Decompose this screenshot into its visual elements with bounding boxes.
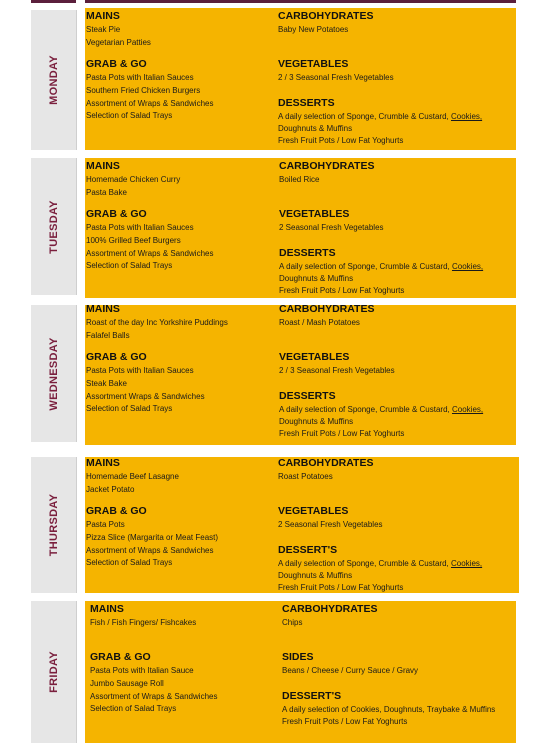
desserts-text: A daily selection of Sponge, Crumble & Custard,: [279, 405, 452, 414]
day-label: FRIDAY: [47, 651, 60, 693]
grab-and-go-heading: GRAB & GO: [86, 505, 147, 517]
desserts-item: Fresh Fruit Pots / Low Fat Yoghurts: [282, 717, 408, 726]
carbohydrates-heading: CARBOHYDRATES: [278, 10, 374, 22]
desserts-item: Doughnuts & Muffins: [278, 571, 353, 580]
mains-heading: MAINS: [86, 160, 120, 172]
day-tab-thursday: [31, 457, 77, 593]
day-label: WEDNESDAY: [47, 336, 60, 411]
desserts-text: A daily selection of Sponge, Crumble & Custard,: [279, 262, 452, 271]
desserts-text: A daily selection of Sponge, Crumble & Custard,: [278, 112, 451, 121]
vegetables-heading: VEGETABLES: [278, 58, 349, 70]
mains-item: Homemade Chicken Curry: [86, 175, 181, 184]
desserts-underlined: Cookies,: [450, 559, 483, 568]
mains-item: Fish / Fish Fingers/ Fishcakes: [90, 618, 197, 627]
desserts-heading: DESSERTS: [278, 97, 335, 109]
desserts-item: Doughnuts & Muffins: [278, 124, 353, 133]
carbohydrates-heading: CARBOHYDRATES: [282, 603, 378, 615]
grab-and-go-heading: GRAB & GO: [86, 351, 147, 363]
vegetables-item: 2 / 3 Seasonal Fresh Vegetables: [279, 366, 395, 375]
grab-and-go-item: Pasta Pots: [86, 520, 125, 529]
grab-and-go-heading: GRAB & GO: [86, 58, 147, 70]
mains-item: Homemade Beef Lasagne: [86, 472, 179, 481]
desserts-underlined: Cookies,: [450, 112, 483, 121]
carbohydrates-heading: CARBOHYDRATES: [278, 457, 374, 469]
desserts-item: Doughnuts & Muffins: [279, 274, 354, 283]
vegetables-item: 2 Seasonal Fresh Vegetables: [279, 223, 384, 232]
vegetables-heading: VEGETABLES: [279, 351, 350, 363]
grab-and-go-item: Pasta Pots with Italian Sauces: [86, 366, 194, 375]
grab-and-go-item: Assortment Wraps & Sandwiches: [86, 391, 205, 401]
desserts-item: Fresh Fruit Pots / Low Fat Yoghurts: [279, 285, 405, 295]
grab-and-go-heading: GRAB & GO: [86, 208, 147, 220]
desserts-line: [278, 559, 482, 568]
day-label: THURSDAY: [47, 493, 60, 557]
desserts-text: A daily selection of Sponge, Crumble & Custard,: [278, 559, 451, 568]
desserts-line: [282, 705, 495, 714]
grab-and-go-item: Pasta Pots with Italian Sauces: [86, 223, 194, 232]
vegetables-item: 2 Seasonal Fresh Vegetables: [278, 520, 383, 529]
day-label: TUESDAY: [47, 199, 60, 254]
grab-and-go-item: Pizza Slice (Margarita or Meat Feast): [86, 532, 219, 542]
day-label: MONDAY: [47, 55, 60, 105]
grab-and-go-item: Steak Bake: [86, 378, 127, 388]
carbohydrates-item: Baby New Potatoes: [278, 25, 349, 34]
grab-and-go-item: Selection of Salad Trays: [86, 558, 173, 568]
grab-and-go-item: Assortment of Wraps & Sandwiches: [86, 545, 214, 555]
desserts-item: Fresh Fruit Pots / Low Fat Yoghurts: [278, 582, 404, 592]
day-tab-tuesday: [31, 158, 77, 295]
mains-heading: MAINS: [90, 603, 124, 615]
grab-and-go-item: Pasta Pots with Italian Sauces: [86, 73, 194, 82]
grab-and-go-heading: GRAB & GO: [90, 651, 151, 663]
desserts-underlined: Cookies,: [451, 262, 484, 271]
grab-and-go-item: Selection of Salad Trays: [90, 704, 177, 714]
vegetables-heading: VEGETABLES: [279, 208, 350, 220]
top-rule-left: [31, 0, 76, 3]
desserts-item: Fresh Fruit Pots / Low Fat Yoghurts: [278, 135, 404, 145]
mains-item: Roast of the day Inc Yorkshire Puddings: [86, 318, 228, 327]
grab-and-go-item: Jumbo Sausage Roll: [90, 678, 164, 688]
grab-and-go-item: Pasta Pots with Italian Sauce: [90, 666, 194, 675]
desserts-underlined: Cookies,: [451, 405, 484, 414]
grab-and-go-item: Southern Fried Chicken Burgers: [86, 85, 201, 95]
vegetables-heading: SIDES: [282, 651, 314, 663]
grab-and-go-item: Assortment of Wraps & Sandwiches: [86, 98, 214, 108]
mains-item: Jacket Potato: [86, 484, 135, 494]
grab-and-go-item: 100% Grilled Beef Burgers: [86, 235, 181, 245]
vegetables-item: 2 / 3 Seasonal Fresh Vegetables: [278, 73, 394, 82]
grab-and-go-item: Selection of Salad Trays: [86, 404, 173, 414]
day-tab-friday: [31, 601, 77, 743]
grab-and-go-item: Selection of Salad Trays: [86, 111, 173, 121]
carbohydrates-heading: CARBOHYDRATES: [279, 160, 375, 172]
desserts-heading: DESSERTS: [279, 247, 336, 259]
desserts-heading: DESSERTS: [279, 390, 336, 402]
carbohydrates-item: Chips: [282, 618, 303, 627]
desserts-heading: DESSERT'S: [282, 690, 342, 702]
mains-heading: MAINS: [86, 457, 120, 469]
desserts-text: A daily selection of Cookies, Doughnuts, Traybake & Muffins: [282, 705, 496, 714]
grab-and-go-item: Selection of Salad Trays: [86, 261, 173, 271]
carbohydrates-heading: CARBOHYDRATES: [279, 303, 375, 315]
desserts-heading: DESSERT'S: [278, 544, 338, 556]
carbohydrates-item: Boiled Rice: [279, 175, 320, 184]
desserts-line: [279, 262, 483, 271]
day-tab-monday: [31, 10, 77, 150]
mains-item: Vegetarian Patties: [86, 37, 151, 47]
mains-item: Pasta Bake: [86, 187, 127, 197]
desserts-line: [279, 405, 483, 414]
carbohydrates-item: Roast Potatoes: [278, 472, 333, 481]
grab-and-go-item: Assortment of Wraps & Sandwiches: [90, 691, 218, 701]
vegetables-heading: VEGETABLES: [278, 505, 349, 517]
vegetables-item: Beans / Cheese / Curry Sauce / Gravy: [282, 666, 419, 675]
mains-item: Steak Pie: [86, 25, 121, 34]
top-rule-right: [85, 0, 516, 3]
desserts-line: [278, 112, 482, 121]
carbohydrates-item: Roast / Mash Potatoes: [279, 318, 360, 327]
mains-item: Falafel Balls: [86, 330, 130, 340]
desserts-item: Doughnuts & Muffins: [279, 417, 354, 426]
top-rule: [31, 0, 516, 3]
mains-heading: MAINS: [86, 10, 120, 22]
day-tab-wednesday: [31, 305, 77, 442]
desserts-item: Fresh Fruit Pots / Low Fat Yoghurts: [279, 428, 405, 438]
grab-and-go-item: Assortment of Wraps & Sandwiches: [86, 248, 214, 258]
mains-heading: MAINS: [86, 303, 120, 315]
